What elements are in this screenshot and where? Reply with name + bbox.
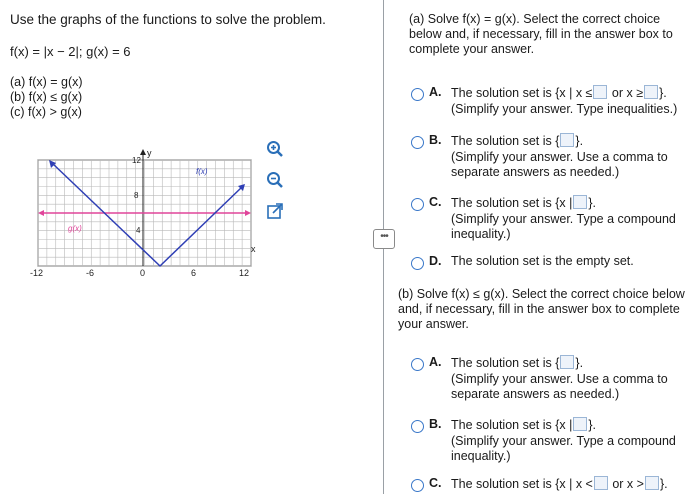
y-axis-arrow <box>140 149 146 155</box>
part-a-option-a-letter: A. <box>429 85 442 99</box>
option-text: or x ≥ <box>611 86 644 100</box>
y-tick-label: 12 <box>132 156 141 165</box>
answer-box[interactable] <box>573 195 587 209</box>
part-b-option-b-hint: (Simplify your answer. Type a compound <box>451 434 676 448</box>
option-text: }. <box>575 356 584 370</box>
part-a-label: (a) f(x) = g(x) <box>10 75 83 89</box>
answer-box-upper[interactable] <box>644 85 658 99</box>
part-a-option-d-text: The solution set is the empty set. <box>451 254 634 268</box>
part-b-prompt: (b) Solve f(x) ≤ g(x). Select the correct choice below and, if necessary, fill in the answer box to complete your answer. <box>398 287 685 331</box>
part-b-option-b-text <box>451 417 596 434</box>
x-axis-label: x <box>251 244 256 254</box>
popout-icon[interactable] <box>265 201 285 221</box>
y-tick-label: 4 <box>136 226 141 235</box>
answer-box[interactable] <box>560 355 574 369</box>
part-a-option-c-letter: C. <box>429 195 442 209</box>
part-b-option-b-letter: B. <box>429 417 442 431</box>
answer-box-upper[interactable] <box>645 476 659 490</box>
option-text: or x > <box>612 477 644 491</box>
part-b-option-c-letter: C. <box>429 476 442 490</box>
part-a-option-a-hint: (Simplify your answer. Type inequalities.) <box>451 102 678 116</box>
answer-box-lower[interactable] <box>594 476 608 490</box>
x-tick-label: -6 <box>86 268 95 278</box>
f-label: f(x) <box>196 167 208 176</box>
part-b-option-c-radio[interactable] <box>411 479 424 492</box>
answer-box[interactable] <box>573 417 587 431</box>
part-a-option-a-radio[interactable] <box>411 88 424 101</box>
option-text: }. <box>588 196 597 210</box>
part-a-option-c-radio[interactable] <box>411 198 424 211</box>
part-a-option-d-radio[interactable] <box>411 257 424 270</box>
part-a-option-a-text <box>451 85 667 102</box>
x-tick-label: 12 <box>239 268 250 278</box>
zoom-out-icon[interactable] <box>265 170 285 190</box>
part-a-option-b-text <box>451 133 583 150</box>
part-b-option-b-radio[interactable] <box>411 420 424 433</box>
function-definitions: f(x) = |x − 2|; g(x) = 6 <box>10 44 131 59</box>
option-text: The solution set is {x | x < <box>451 477 593 491</box>
option-text: }. <box>588 418 597 432</box>
option-text: The solution set is {x | <box>451 418 573 432</box>
x-tick-label: 6 <box>191 268 197 278</box>
right-panel <box>384 0 700 494</box>
x-tick-label: -12 <box>30 268 44 278</box>
x-tick-label: 0 <box>140 268 146 278</box>
part-b-option-a-text <box>451 355 583 372</box>
option-text: The solution set is { <box>451 134 560 148</box>
part-b-label: (b) f(x) ≤ g(x) <box>10 90 83 104</box>
part-a-option-d-letter: D. <box>429 254 442 268</box>
part-a-option-b-hint: (Simplify your answer. Use a comma to <box>451 150 668 164</box>
part-b-option-a-hint: separate answers as needed.) <box>451 387 620 401</box>
part-a-option-c-text <box>451 195 596 212</box>
part-b-option-b-hint: inequality.) <box>451 449 511 463</box>
answer-box[interactable] <box>560 133 574 147</box>
function-graph <box>28 144 268 280</box>
part-c-label: (c) f(x) > g(x) <box>10 105 82 119</box>
part-a-prompt: (a) Solve f(x) = g(x). Select the correct choice below and, if necessary, fill in the answer box to complete your answer. <box>409 12 673 56</box>
y-tick-label: 8 <box>134 191 139 200</box>
part-b-option-a-letter: A. <box>429 355 442 369</box>
option-text: The solution set is { <box>451 356 560 370</box>
option-text: The solution set is {x | x ≤ <box>451 86 593 100</box>
option-text: }. <box>575 134 584 148</box>
part-b-option-a-radio[interactable] <box>411 358 424 371</box>
answer-box-lower[interactable] <box>593 85 607 99</box>
part-a-option-b-radio[interactable] <box>411 136 424 149</box>
part-a-option-c-hint: inequality.) <box>451 227 511 241</box>
instruction-text: Use the graphs of the functions to solve the problem. <box>10 12 326 27</box>
part-b-option-a-hint: (Simplify your answer. Use a comma to <box>451 372 668 386</box>
panel-resize-handle[interactable]: ••• <box>373 229 395 249</box>
y-axis-label: y <box>147 148 152 158</box>
option-text: }. <box>659 86 667 100</box>
part-b-option-c-text <box>451 476 668 493</box>
option-text: The solution set is {x | <box>451 196 573 210</box>
g-label: g(x) <box>68 224 82 233</box>
part-a-option-c-hint: (Simplify your answer. Type a compound <box>451 212 676 226</box>
zoom-in-icon[interactable] <box>265 139 285 159</box>
option-text: }. <box>659 477 668 491</box>
part-a-option-b-letter: B. <box>429 133 442 147</box>
part-a-option-b-hint: separate answers as needed.) <box>451 165 620 179</box>
